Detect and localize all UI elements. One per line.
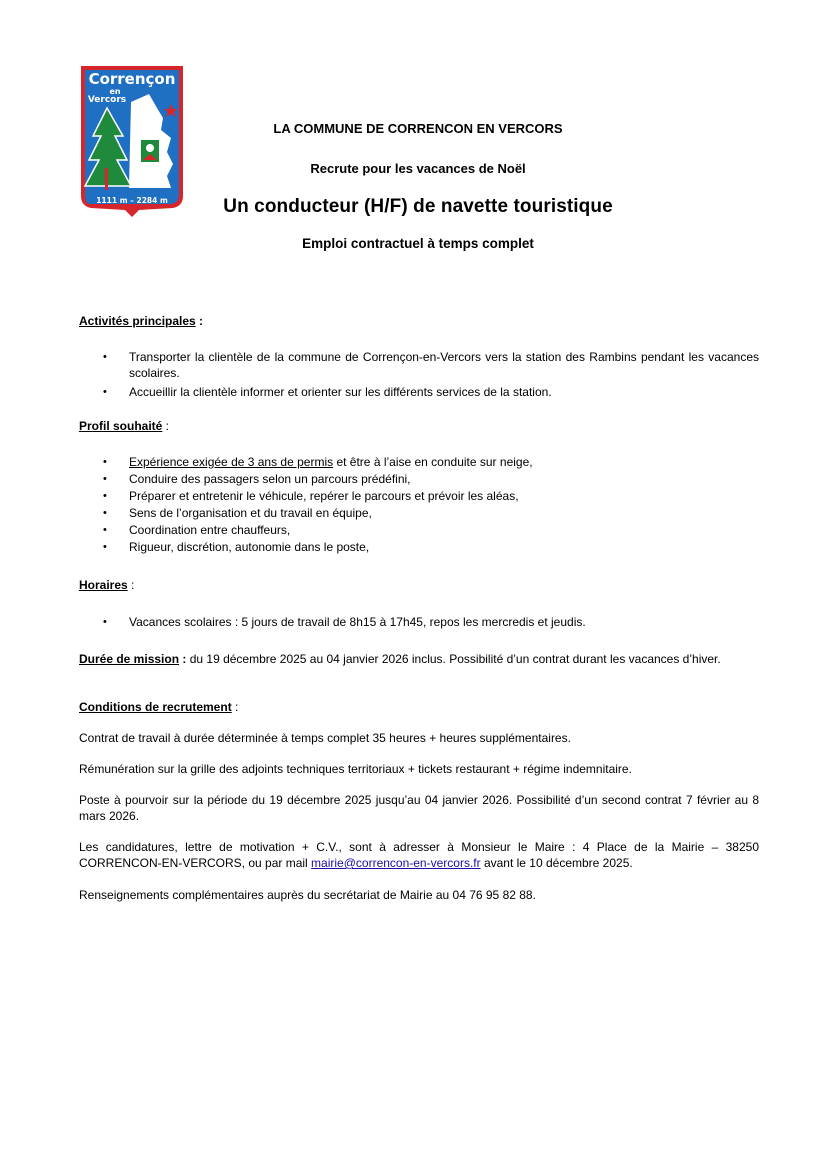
section-horaires-title: Horaires : xyxy=(79,578,135,592)
section-profil-list xyxy=(79,454,759,555)
section-profil-title: Profil souhaité : xyxy=(79,419,170,433)
conditions-contrat: Contrat de travail à durée déterminée à temps complet 35 heures + heures supplémentaires. xyxy=(79,731,571,745)
section-activites-list xyxy=(79,349,759,400)
correncon-logo xyxy=(79,64,185,218)
section-conditions-title: Conditions de recrutement : xyxy=(79,700,239,714)
header-commune: LA COMMUNE DE CORRENCON EN VERCORS xyxy=(273,121,563,136)
list-item: • Rigueur, discrétion, autonomie dans le poste, xyxy=(103,540,370,554)
list-item: • Accueillir la clientèle informer et orienter sur les différents services de la station. xyxy=(103,385,552,399)
list-item: • Transporter la clientèle de la commune de Corrençon-en-Vercors vers la station des Rambins pendant les vacances scolaires. xyxy=(103,350,759,380)
section-horaires-list xyxy=(79,614,759,630)
section-activites-title: Activités principales : xyxy=(79,314,204,328)
conditions-remuneration: Rémunération sur la grille des adjoints techniques territoriaux + tickets restaurant + régime indemnitaire. xyxy=(79,762,632,776)
list-item: • Vacances scolaires : 5 jours de travail de 8h15 à 17h45, repos les mercredis et jeudis. xyxy=(103,615,586,629)
header-emploi: Emploi contractuel à temps complet xyxy=(302,236,534,251)
list-item: • Expérience exigée de 3 ans de permis et être à l’aise en conduite sur neige, xyxy=(103,455,533,469)
svg-text:Corrençon: Corrençon xyxy=(88,70,176,88)
list-item: • Sens de l’organisation et du travail en équipe, xyxy=(103,506,372,520)
svg-text:1111 m – 2284 m: 1111 m – 2284 m xyxy=(96,196,168,205)
page-title: Un conducteur (H/F) de navette touristique xyxy=(223,196,613,217)
svg-text:Vercors: Vercors xyxy=(87,95,127,105)
conditions-candidatures: Les candidatures, lettre de motivation + C.V., sont à adresser à Monsieur le Maire : 4 Place de la Mairie – 38250 CORRENCON-EN-VERCORS, ou par mail mairie@correncon-en-vercors.fr avant le 10 décembre 2025. xyxy=(79,840,759,870)
email-link[interactable]: mairie@correncon-en-vercors.fr xyxy=(311,856,481,870)
header-recrute: Recrute pour les vacances de Noël xyxy=(310,161,526,176)
conditions-renseignements: Renseignements complémentaires auprès du secrétariat de Mairie au 04 76 95 82 88. xyxy=(79,888,536,902)
list-item: • Conduire des passagers selon un parcours prédéfini, xyxy=(103,472,411,486)
list-item: • Coordination entre chauffeurs, xyxy=(103,523,291,537)
svg-text:en: en xyxy=(109,87,121,96)
list-item: • Préparer et entretenir le véhicule, repérer le parcours et prévoir les aléas, xyxy=(103,489,519,503)
section-duree: Durée de mission : du 19 décembre 2025 au 04 janvier 2026 inclus. Possibilité d’un contrat durant les vacances d’hiver. xyxy=(79,652,721,666)
conditions-periode: Poste à pourvoir sur la période du 19 décembre 2025 jusqu’au 04 janvier 2026. Possibilité d’un second contrat 7 février au 8 mars 2026. xyxy=(79,793,759,823)
